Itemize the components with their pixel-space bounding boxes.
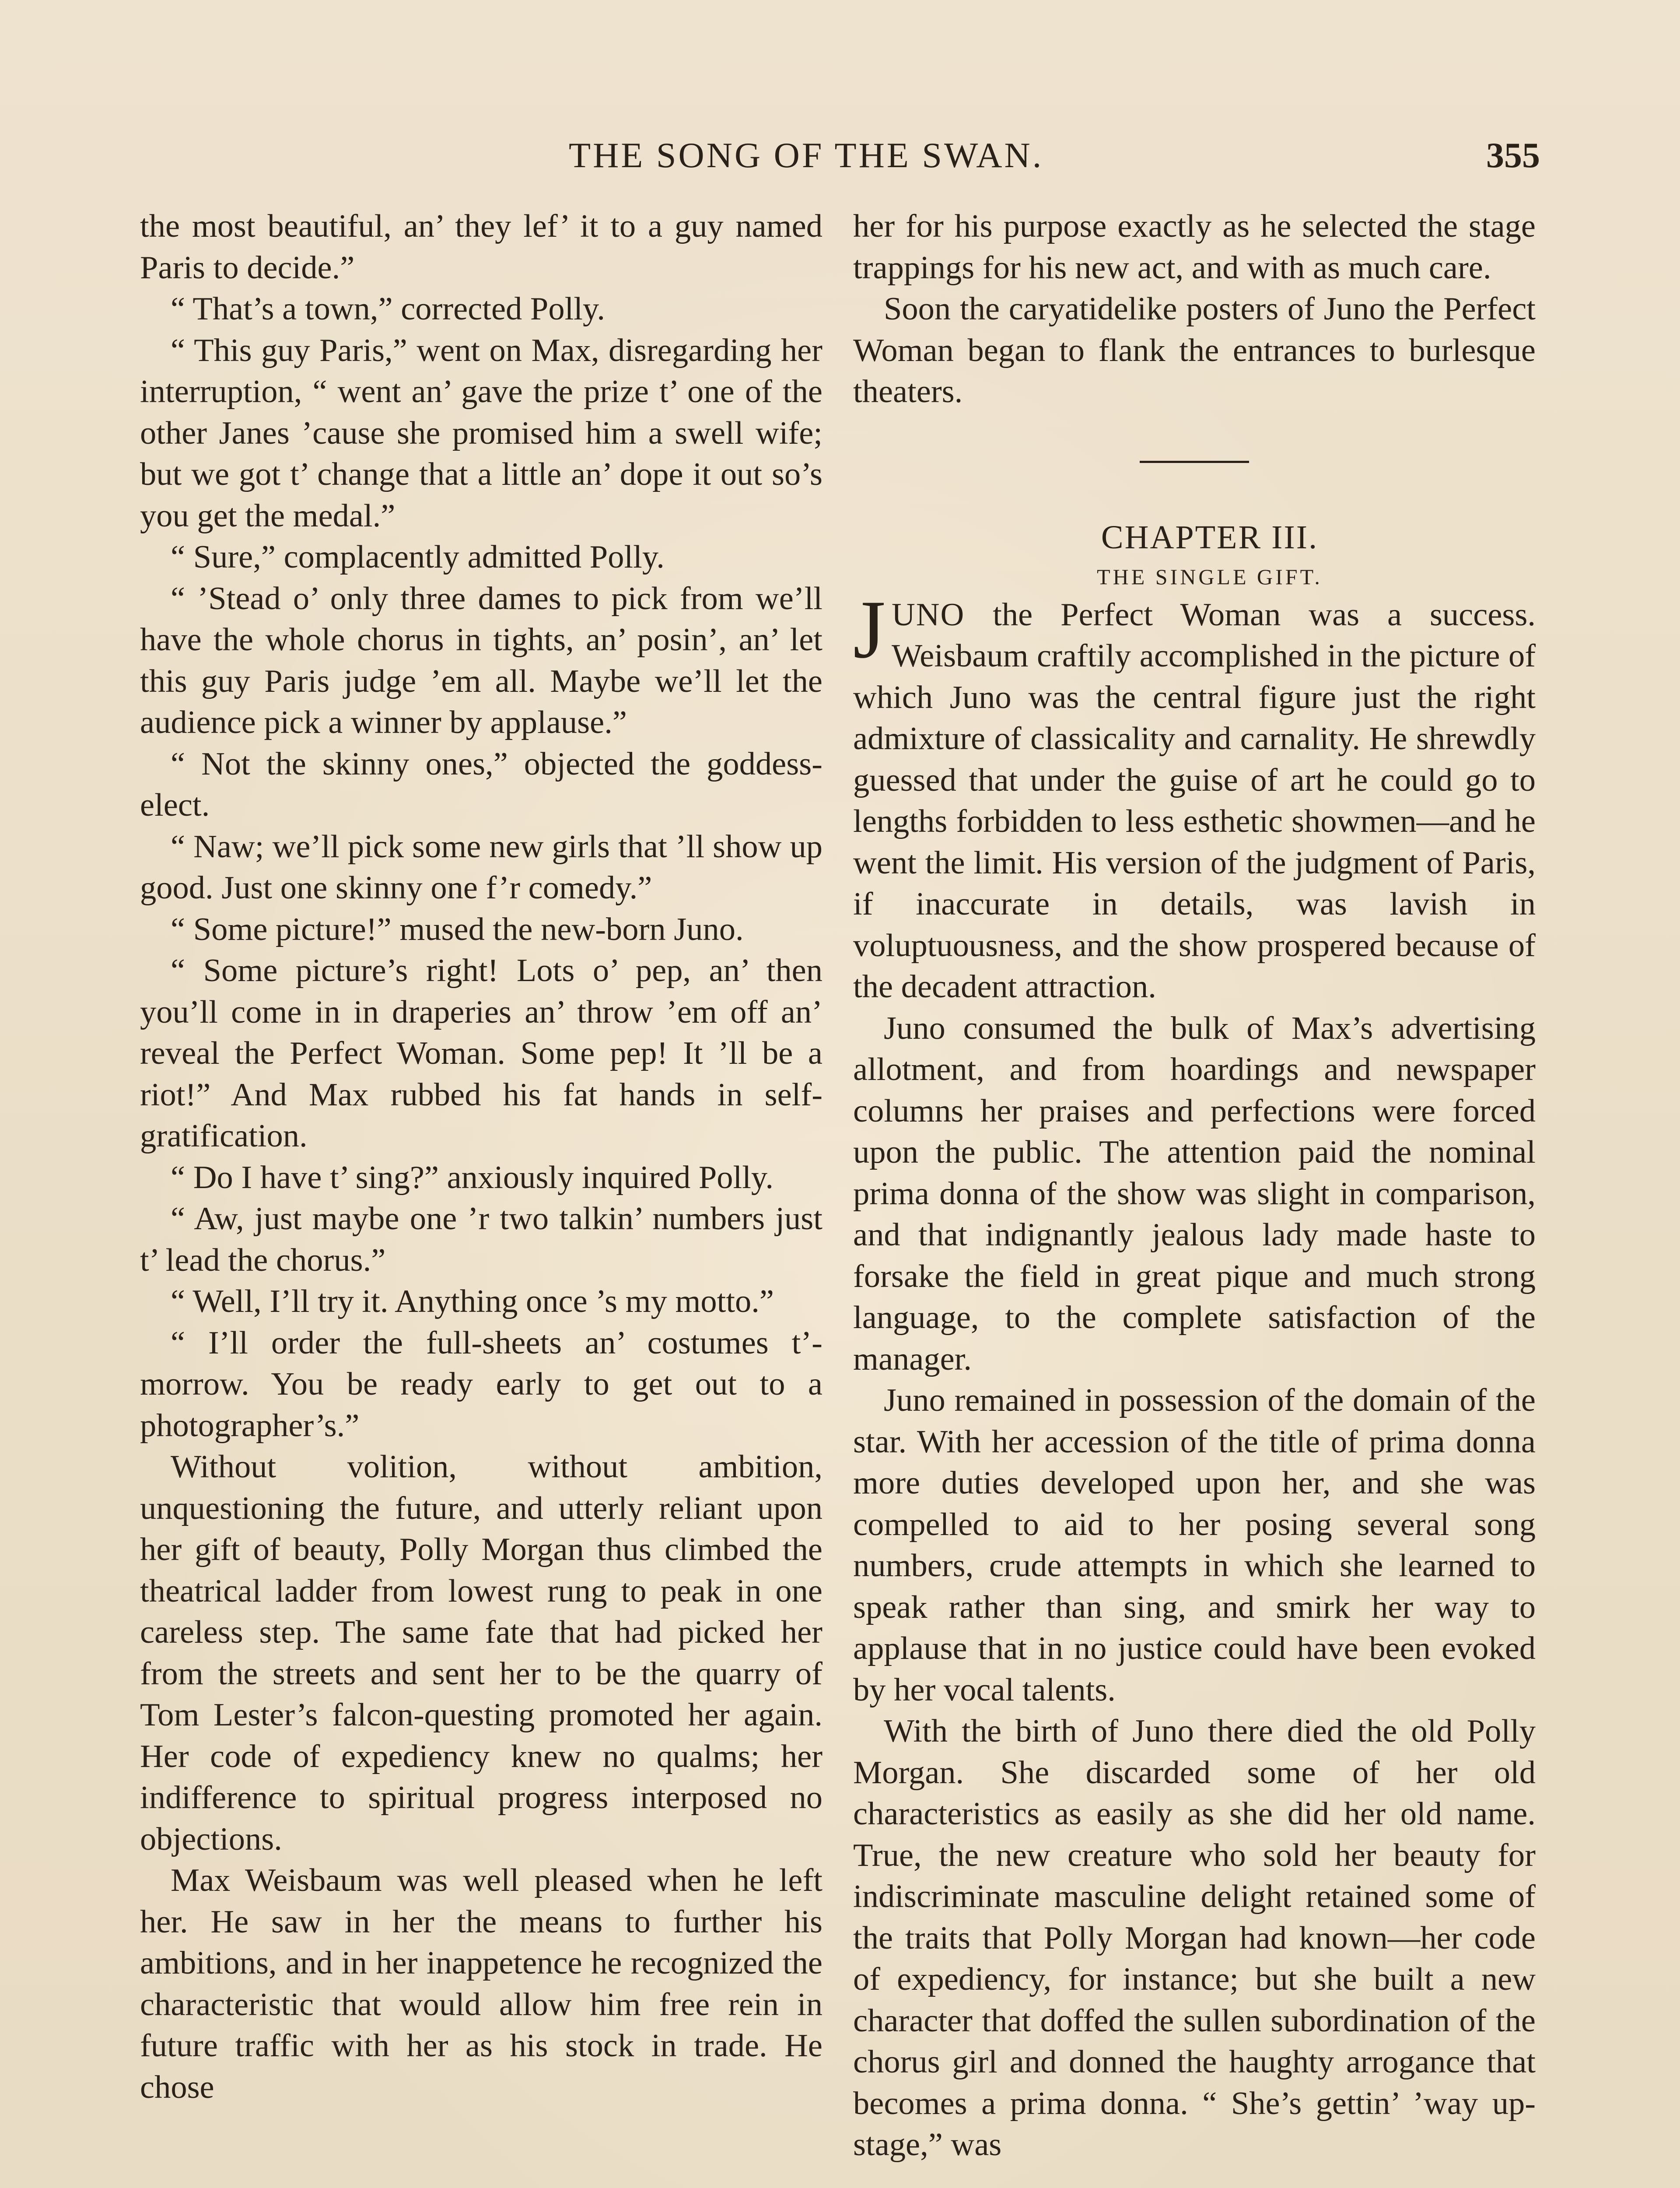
paragraph: “ Do I have t’ sing?” anxiously inquired Polly.: [171, 1159, 774, 1196]
paragraph: “ Naw; we’ll pick some new girls that ’ll show up good. Just one skinny one f’r comedy.”: [140, 828, 822, 906]
paragraph: “ I’ll order the full-sheets an’ costumes t’-morrow. You be ready early to get out to a photographer’s.”: [140, 1325, 822, 1444]
paragraph: Without volition, without ambition, unquestioning the future, and utterly reliant upon her gift of beauty, Polly Morgan thus climbed the theatrical ladder from lowest rung to peak in one careless step. The same fate that had picked her from the streets and sent her to be the quarry of Tom Lester’s falcon-questing promoted her again. Her code of expediency knew no qualms; her indifference to spiritual progress interposed no objections.: [140, 1449, 822, 1857]
paragraph: “ ’Stead o’ only three dames to pick from we’ll have the whole chorus in tights, an’ posin’, an’ let this guy Paris judge ’em all. Maybe we’ll let the audience pick a winner by applause.”: [140, 580, 822, 740]
paragraph: Juno consumed the bulk of Max’s advertising allotment, and from hoardings and newspaper columns her praises and perfections were forced upon the public. The attention paid the nominal prima donna of the show was slight in comparison, and that indignantly jealous lady made haste to forsake the field in great pique and much strong language, to the complete satisfaction of the manager.: [853, 1010, 1536, 1377]
right-column: [853, 206, 1536, 2166]
paragraph: With the birth of Juno there died the old Polly Morgan. She discarded some of her old characteristics as easily as she did her old name. True, the new creature who sold her beauty for indiscriminate masculine delight retained some of the traits that Polly Morgan had known—her code of expediency, for instance; but she built a new character that doffed the sullen subordination of the chorus girl and donned the haughty arrogance that becomes a prima donna. “ She’s gettin’ ’way up-stage,” was: [853, 1713, 1536, 2163]
paragraph: “ Not the skinny ones,” objected the goddess-elect.: [140, 746, 822, 823]
running-title: THE SONG OF THE SWAN.: [569, 135, 1044, 175]
opening-text: the Perfect Woman was a success. Weisbaum craftily accomplished in the picture of which Juno was the central figure just the right admixture of classicality and carnality. He shrewdly guessed that under the guise of art he could go to lengths forbidden to less esthetic showmen—and he went the limit. His version of the judgment of Paris, if inaccurate in details, was lavish in voluptuousness, and the show prospered because of the decadent attraction.: [853, 596, 1536, 1005]
paragraph: “ Sure,” complacently admitted Polly.: [171, 539, 665, 575]
paragraph: “ Aw, just maybe one ’r two talkin’ numbers just t’ lead the chorus.”: [140, 1201, 822, 1278]
paragraph: her for his purpose exactly as he selected the stage trappings for his new act, and with as much care.: [853, 208, 1536, 286]
first-word: UNO: [891, 596, 965, 633]
paragraph: the most beautiful, an’ they lef’ it to a guy named Paris to decide.”: [140, 208, 822, 286]
chapter-opening-paragraph: [853, 583, 1536, 1008]
paragraph: Max Weisbaum was well pleased when he left her. He saw in her the means to further his ambitions, and in her inappetence he recognized the characteristic that would allow him free rein in future traffic with her as his stock in trade. He chose: [140, 1862, 822, 2105]
paragraph: “ That’s a town,” corrected Polly.: [171, 291, 606, 327]
paragraph: “ Some picture’s right! Lots o’ pep, an’ then you’ll come in in draperies an’ throw ’em off an’ reveal the Perfect Woman. Some pep! It ’ll be a riot!” And Max rubbed his fat hands in self-gratification.: [140, 953, 822, 1154]
paragraph: Juno remained in possession of the domain of the star. With her accession of the title of prima donna more duties developed upon her, and she was compelled to aid to her posing several song numbers, crude attempts in which she learned to speak rather than sing, and smirk her way to applause that in no justice could have been evoked by her vocal talents.: [853, 1382, 1536, 1708]
paragraph: “ Some picture!” mused the new-born Juno.: [171, 911, 744, 947]
paragraph: “ Well, I’ll try it. Anything once ’s my motto.”: [171, 1283, 774, 1319]
section-divider: [1140, 461, 1249, 463]
paragraph: Soon the caryatidelike posters of Juno the Perfect Woman began to flank the entrances to burlesque theaters.: [853, 291, 1536, 410]
running-head: [140, 131, 1540, 179]
page-number: 355: [1486, 135, 1540, 175]
chapter-subtitle: THE SINGLE GIFT.: [1097, 564, 1323, 589]
chapter-heading: CHAPTER III.: [1101, 519, 1319, 556]
left-column: [140, 206, 822, 2108]
drop-cap: J: [853, 583, 886, 676]
paragraph: “ This guy Paris,” went on Max, disregarding her interruption, “ went an’ gave the prize t’ one of the other Janes ’cause she promised him a swell wife; but we got t’ change that a little an’ dope it out so’s you get the medal.”: [140, 332, 822, 534]
